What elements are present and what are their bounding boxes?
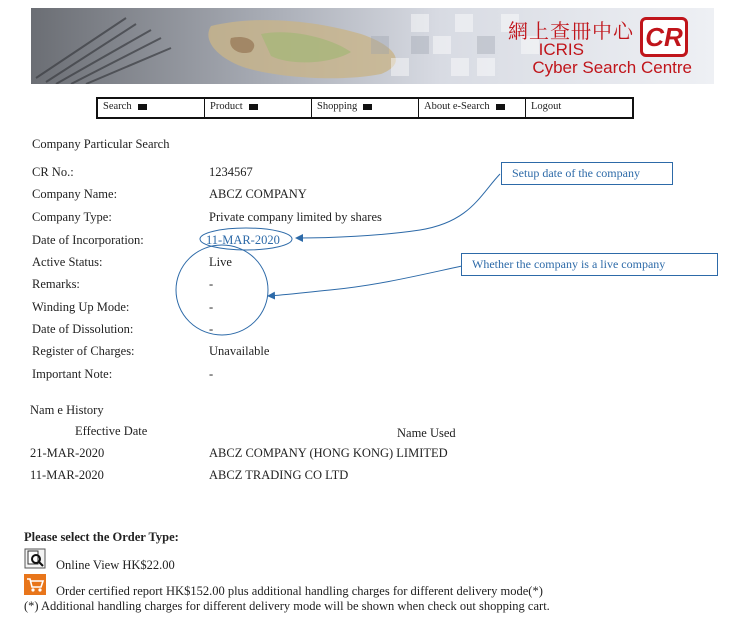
column-header-name-used: Name Used (397, 426, 456, 440)
field-value-remarks: - (209, 277, 214, 291)
page-title: Company Particular Search (32, 137, 170, 151)
nav-label: Shopping (317, 101, 358, 112)
field-label-register-of-charges: Register of Charges: (32, 344, 135, 358)
history-row-name: ABCZ TRADING CO LTD (209, 468, 349, 482)
column-header-effective-date: Effective Date (75, 424, 148, 438)
field-value-company-type: Private company limited by shares (209, 210, 382, 224)
certified-report-option[interactable] (24, 574, 46, 599)
field-label-company-name: Company Name: (32, 187, 118, 201)
live-status-arrow (268, 266, 462, 296)
banner-chinese-title: 網上查冊中心 (508, 19, 634, 43)
field-label-remarks: Remarks: (32, 277, 80, 291)
field-label-incorporation-date: Date of Incorporation: (32, 233, 144, 247)
field-value-company-name: ABCZ COMPANY (209, 187, 307, 201)
history-row-date: 21-MAR-2020 (30, 446, 105, 460)
field-value-winding-up-mode: - (209, 300, 214, 314)
field-value-register-of-charges: Unavailable (209, 344, 270, 358)
certified-report-link[interactable]: Order certified report HK$152.00 plus additional handling charges for different delivery mode(*) (56, 584, 543, 598)
field-value-incorporation-date: 11-MAR-2020 (206, 233, 280, 247)
field-value-active-status: Live (209, 255, 232, 269)
field-value-dissolution-date: - (209, 322, 214, 336)
field-value-important-note: - (209, 367, 214, 381)
banner-subtitle: Cyber Search Centre (532, 58, 692, 77)
callout-setup-date: Setup date of the company (501, 162, 673, 185)
online-view-link[interactable]: Online View HK$22.00 (56, 558, 175, 572)
nav-label: Logout (531, 101, 562, 112)
callout-live-status: Whether the company is a live company (461, 253, 718, 276)
nav-label: Search (103, 101, 132, 112)
cr-logo: CR (640, 17, 688, 57)
online-view-option[interactable] (24, 548, 46, 573)
status-highlight (176, 245, 268, 335)
history-row-name: ABCZ COMPANY (HONG KONG) LIMITED (209, 446, 448, 460)
shopping-cart-icon[interactable] (24, 574, 46, 595)
delivery-footnote: (*) Additional handling charges for different delivery mode will be shown when check out shopping cart. (24, 599, 550, 613)
field-label-cr-no: CR No.: (32, 165, 74, 179)
search-document-icon[interactable] (24, 548, 46, 569)
field-label-active-status: Active Status: (32, 255, 103, 269)
field-label-company-type: Company Type: (32, 210, 112, 224)
field-label-winding-up-mode: Winding Up Mode: (32, 300, 130, 314)
incorporation-date-highlight (200, 228, 292, 250)
nav-label: Product (210, 101, 243, 112)
setup-date-arrow (296, 174, 500, 238)
field-label-dissolution-date: Date of Dissolution: (32, 322, 134, 336)
name-history-title: Nam e History (30, 403, 104, 417)
history-row-date: 11-MAR-2020 (30, 468, 104, 482)
order-type-heading: Please select the Order Type: (24, 530, 179, 544)
nav-label: About e-Search (424, 101, 490, 112)
field-value-cr-no: 1234567 (209, 165, 253, 179)
field-label-important-note: Important Note: (32, 367, 113, 381)
banner-icris: ICRIS (538, 40, 584, 59)
